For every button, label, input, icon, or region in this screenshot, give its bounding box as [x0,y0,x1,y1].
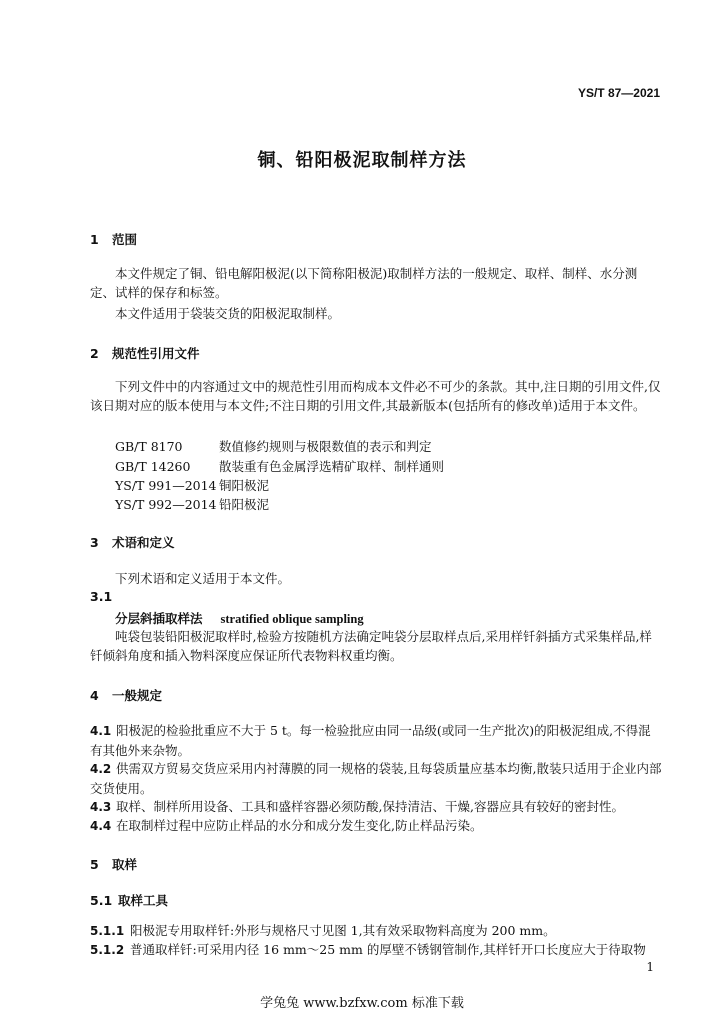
clause-text: 阳极泥专用取样钎:外形与规格尺寸见图 1,其有效采取物料高度为 200 mm。 [130,923,556,938]
reference-item [115,495,269,513]
section-number: 4 [90,688,99,703]
section-title: 范围 [112,232,138,247]
clause [90,797,662,817]
reference-item [115,437,432,455]
clause [90,921,556,939]
section-number: 5 [90,857,99,872]
reference-code: YS/T 992—2014 [115,497,217,512]
section-title: 规范性引用文件 [112,346,200,361]
term-number: 3.1 [90,589,113,604]
section-title: 术语和定义 [112,535,175,550]
clause-text: 普通取样钎:可采用内径 16 mm～25 mm 的厚壁不锈钢管制作,其样钎开口长度应大于待取物 [130,942,646,957]
section-title: 一般规定 [112,688,163,703]
clause-number: 4.4 [90,819,112,833]
reference-item [115,457,444,475]
paragraph: 下列文件中的内容通过文中的规范性引用而构成本文件必不可少的条款。其中,注日期的引用文件,仅该日期对应的版本使用与本文件;不注日期的引用文件,其最新版本(包括所有的修改单)适用于本文件。 [90,379,661,413]
paragraph: 本文件适用于袋装交货的阳极泥取制样。 [115,306,341,321]
page-number: 1 [646,960,654,974]
document-title: 铜、铅阳极泥取制样方法 [257,150,467,171]
subsection-title: 取样工具 [118,893,169,908]
section-3-heading [90,533,175,551]
reference-title: 铅阳极泥 [219,497,270,512]
clause-number: 4.2 [90,762,112,776]
section-number: 3 [90,535,99,550]
clause [90,816,662,836]
clause-number: 4.1 [90,724,112,738]
term-english: stratified oblique sampling [220,612,364,626]
reference-code: GB/T 8170 [115,439,183,454]
subsection-heading [90,891,168,909]
term-entry [115,609,364,627]
section-5-heading [90,855,137,873]
clause-text: 在取制样过程中应防止样品的水分和成分发生变化,防止样品污染。 [116,818,483,833]
section-number: 2 [90,346,99,361]
section-number: 1 [90,232,99,247]
section-4-heading [90,686,162,704]
reference-title: 铜阳极泥 [219,478,270,493]
clause-number: 4.3 [90,800,112,814]
watermark-footer: 学兔兔 www.bzfxw.com 标准下载 [260,996,464,1011]
reference-title: 数值修约规则与极限数值的表示和判定 [219,439,432,454]
term-definition: 吨袋包装铅阳极泥取样时,检验方按随机方法确定吨袋分层取样点后,采用样钎斜插方式采集样品,样钎倾斜角度和插入物料深度应保证所代表物料权重均衡。 [90,629,652,663]
reference-code: GB/T 14260 [115,459,191,474]
reference-item [115,476,269,494]
clause-number: 5.1.2 [90,943,125,957]
section-1-heading [90,230,137,248]
section-2-heading [90,344,200,362]
clause [90,759,662,798]
clause [90,721,662,760]
clause-number: 5.1.1 [90,924,125,938]
reference-code: YS/T 991—2014 [115,478,217,493]
clause-text: 供需双方贸易交货应采用内衬薄膜的同一规格的袋装,且每袋质量应基本均衡,散装只适用于企业内部交货使用。 [90,761,662,796]
section-title: 取样 [112,857,138,872]
paragraph: 本文件规定了铜、铅电解阳极泥(以下简称阳极泥)取制样方法的一般规定、取样、制样、水分测定、试样的保存和标签。 [90,266,638,300]
clause-text: 取样、制样所用设备、工具和盛样容器必须防酸,保持清洁、干燥,容器应具有较好的密封性。 [116,799,624,814]
clause-text: 阳极泥的检验批重应不大于 5 t。每一检验批应由同一品级(或同一生产批次)的阳极泥组成,不得混有其他外来杂物。 [90,723,651,758]
subsection-number: 5.1 [90,893,113,908]
standard-number: YS/T 87—2021 [577,86,660,100]
term-chinese: 分层斜插取样法 [115,611,203,626]
reference-title: 散装重有色金属浮选精矿取样、制样通则 [219,459,445,474]
paragraph: 下列术语和定义适用于本文件。 [115,571,291,586]
clause [90,940,646,958]
